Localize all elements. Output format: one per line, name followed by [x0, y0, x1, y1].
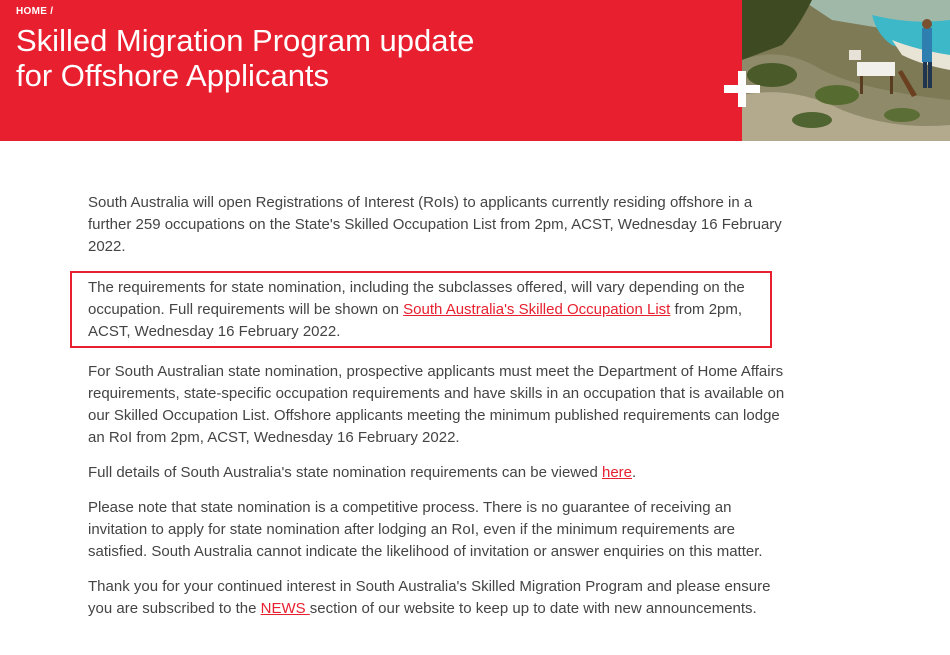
- paragraph-requirements: For South Australian state nomination, prospective applicants must meet the Department of Home Affairs requirements, state-specific occupation requirements and have skills in an occupation that is available on our Skilled Occupation List. Offshore applicants meeting the minimum published requirements can lodge an RoI from 2pm, ACST, Wednesday 16 February 2022.: [88, 363, 785, 446]
- news-link[interactable]: NEWS: [260, 600, 310, 617]
- page-title-line1: Skilled Migration Program update: [16, 23, 475, 58]
- breadcrumb-separator: /: [50, 6, 54, 17]
- breadcrumb: [16, 6, 53, 17]
- here-link[interactable]: here: [601, 464, 633, 481]
- hero-landscape-image: [742, 0, 950, 141]
- article-body: [88, 192, 788, 633]
- hero-banner: [0, 0, 742, 141]
- breadcrumb-home-link[interactable]: HOME: [16, 6, 48, 17]
- skilled-occupation-list-link[interactable]: South Australia's Skilled Occupation List: [403, 301, 671, 318]
- paragraph-intro: South Australia will open Registrations of Interest (RoIs) to applicants currently residing offshore in a further 259 occupations on the State's Skilled Occupation List from 2pm, ACST, Wednesday 16 February 2022.: [88, 194, 782, 255]
- paragraph-text: .: [632, 464, 637, 481]
- landscape-illustration: [742, 0, 950, 141]
- paragraph-text: Full details of South Australia's state nomination requirements can be viewed: [88, 464, 602, 481]
- paragraph-competitive: Please note that state nomination is a competitive process. There is no guarantee of receiving an invitation to apply for state nomination after lodging an RoI, even if the minimum requirements are satisfied. South Australia cannot indicate the likelihood of invitation or answer enquiries on this matter.: [88, 499, 763, 560]
- paragraph-details: [88, 462, 788, 484]
- paragraph-thanks: [88, 576, 788, 620]
- highlighted-paragraph: [70, 271, 772, 348]
- page-title: [16, 23, 636, 93]
- paragraph-text: Thank you for your continued interest in South Australia's Skilled Migration Program and please ensure you are subscribed to the: [88, 578, 771, 617]
- paragraph-text: from 2pm, ACST, Wednesday 16 February 2022.: [88, 301, 743, 340]
- page-hero: [0, 0, 950, 141]
- paragraph-text: The requirements for state nomination, including the subclasses offered, will vary depending on the occupation. Full requirements will be shown on: [88, 279, 745, 318]
- paragraph-text: section of our website to keep up to date with new announcements.: [309, 600, 757, 617]
- page-title-line2: for Offshore Applicants: [16, 58, 330, 93]
- plus-icon: [724, 71, 760, 107]
